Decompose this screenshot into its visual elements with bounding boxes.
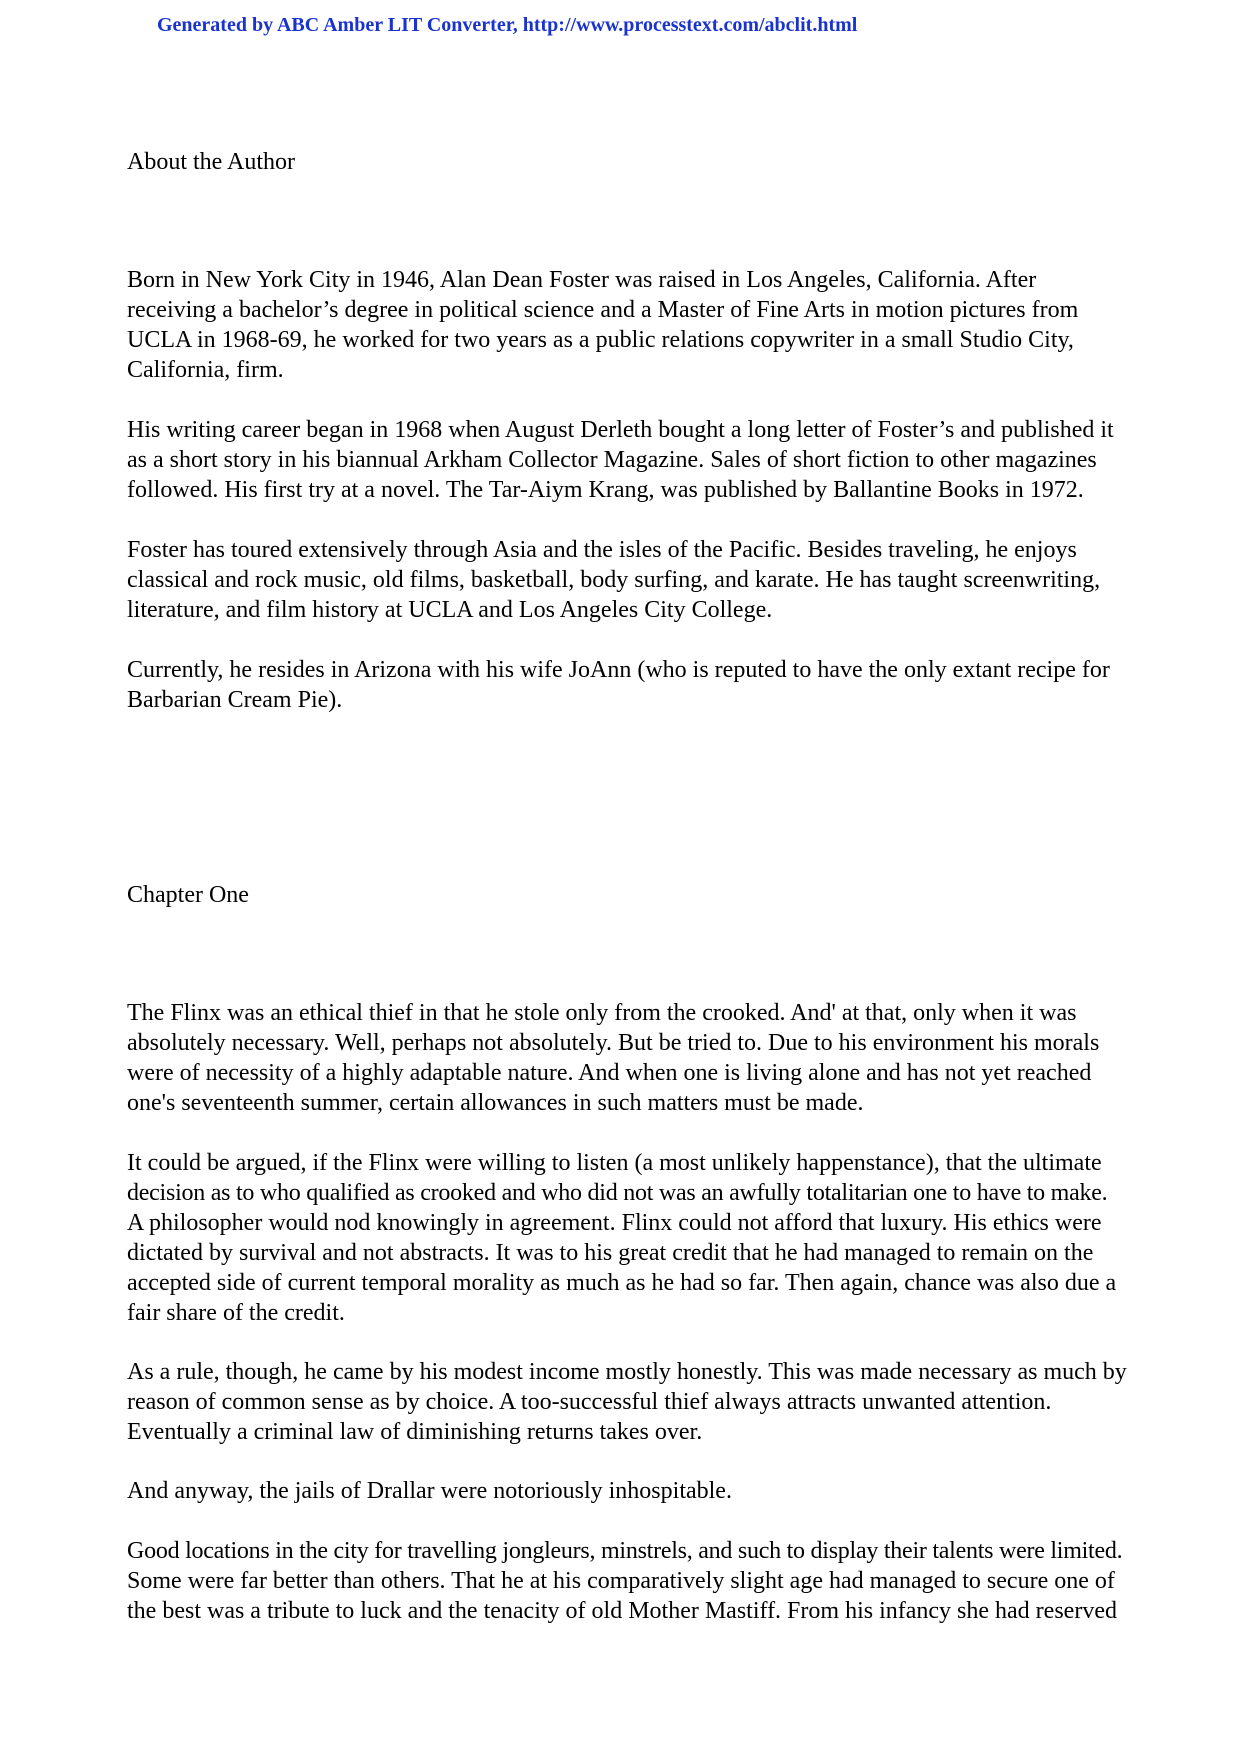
text-line: A philosopher would nod knowingly in agreement. Flinx could not afford that luxury. His ethics were xyxy=(127,1210,1102,1236)
text-line: The Flinx was an ethical thief in that he stole only from the crooked. And' at that, only when it was xyxy=(127,1000,1077,1026)
text-line: the best was a tribute to luck and the tenacity of old Mother Mastiff. From his infancy she had reserved xyxy=(127,1598,1117,1624)
text-line: classical and rock music, old films, basketball, body surfing, and karate. He has taught screenwriting, xyxy=(127,567,1101,593)
text-line: Currently, he resides in Arizona with his wife JoAnn (who is reputed to have the only extant recipe for xyxy=(127,657,1110,683)
text-line: Eventually a criminal law of diminishing returns takes over. xyxy=(127,1419,703,1445)
text-line: dictated by survival and not abstracts. It was to his great credit that he had managed to remain on the xyxy=(127,1240,1094,1266)
text-line: His writing career began in 1968 when August Derleth bought a long letter of Foster’s and published it xyxy=(127,417,1114,443)
chapter-paragraph-5 xyxy=(127,1536,1127,1626)
about-paragraph-4 xyxy=(127,655,1127,715)
text-line: It could be argued, if the Flinx were willing to listen (a most unlikely happenstance), that the ultimate xyxy=(127,1150,1102,1176)
text-line: As a rule, though, he came by his modest income mostly honestly. This was made necessary as much by xyxy=(127,1359,1127,1385)
chapter-paragraph-1 xyxy=(127,998,1127,1118)
chapter-paragraph-2 xyxy=(127,1148,1127,1328)
text-line: reason of common sense as by choice. A too-successful thief always attracts unwanted attention. xyxy=(127,1389,1052,1415)
text-line: UCLA in 1968-69, he worked for two years as a public relations copywriter in a small Studio City, xyxy=(127,327,1074,353)
text-line: fair share of the credit. xyxy=(127,1300,345,1326)
chapter-paragraph-3 xyxy=(127,1357,1127,1447)
text-line: Barbarian Cream Pie). xyxy=(127,687,343,713)
text-line: were of necessity of a highly adaptable nature. And when one is living alone and has not yet reached xyxy=(127,1060,1092,1086)
text-line: as a short story in his biannual Arkham Collector Magazine. Sales of short fiction to other magazines xyxy=(127,447,1097,473)
text-line: Born in New York City in 1946, Alan Dean Foster was raised in Los Angeles, California. After xyxy=(127,267,1037,293)
converter-header: Generated by ABC Amber LIT Converter, http://www.processtext.com/abclit.html xyxy=(157,14,858,36)
chapter-title: Chapter One xyxy=(127,882,249,908)
text-line: receiving a bachelor’s degree in political science and a Master of Fine Arts in motion pictures from xyxy=(127,297,1079,323)
about-paragraph-2 xyxy=(127,415,1127,505)
text-line: Some were far better than others. That he at his comparatively slight age had managed to secure one of xyxy=(127,1568,1115,1594)
text-line: literature, and film history at UCLA and Los Angeles City College. xyxy=(127,597,773,623)
chapter-paragraph-4 xyxy=(127,1476,1127,1506)
text-line: decision as to who qualified as crooked and who did not was an awfully totalitarian one to have to make. xyxy=(127,1180,1108,1206)
text-line: And anyway, the jails of Drallar were notoriously inhospitable. xyxy=(127,1478,732,1504)
text-line: followed. His first try at a novel. The Tar-Aiym Krang, was published by Ballantine Books in 1972. xyxy=(127,477,1084,503)
text-line: absolutely necessary. Well, perhaps not absolutely. But be tried to. Due to his environment his morals xyxy=(127,1030,1100,1056)
text-line: California, firm. xyxy=(127,357,284,383)
text-line: accepted side of current temporal morality as much as he had so far. Then again, chance was also due a xyxy=(127,1270,1117,1296)
text-line: Good locations in the city for travelling jongleurs, minstrels, and such to display their talents were limited. xyxy=(127,1538,1123,1564)
about-paragraph-3 xyxy=(127,535,1127,625)
text-line: one's seventeenth summer, certain allowances in such matters must be made. xyxy=(127,1090,864,1116)
about-paragraph-1 xyxy=(127,265,1127,385)
text-line: Foster has toured extensively through Asia and the isles of the Pacific. Besides traveling, he enjoys xyxy=(127,537,1077,563)
about-author-title: About the Author xyxy=(127,149,295,175)
